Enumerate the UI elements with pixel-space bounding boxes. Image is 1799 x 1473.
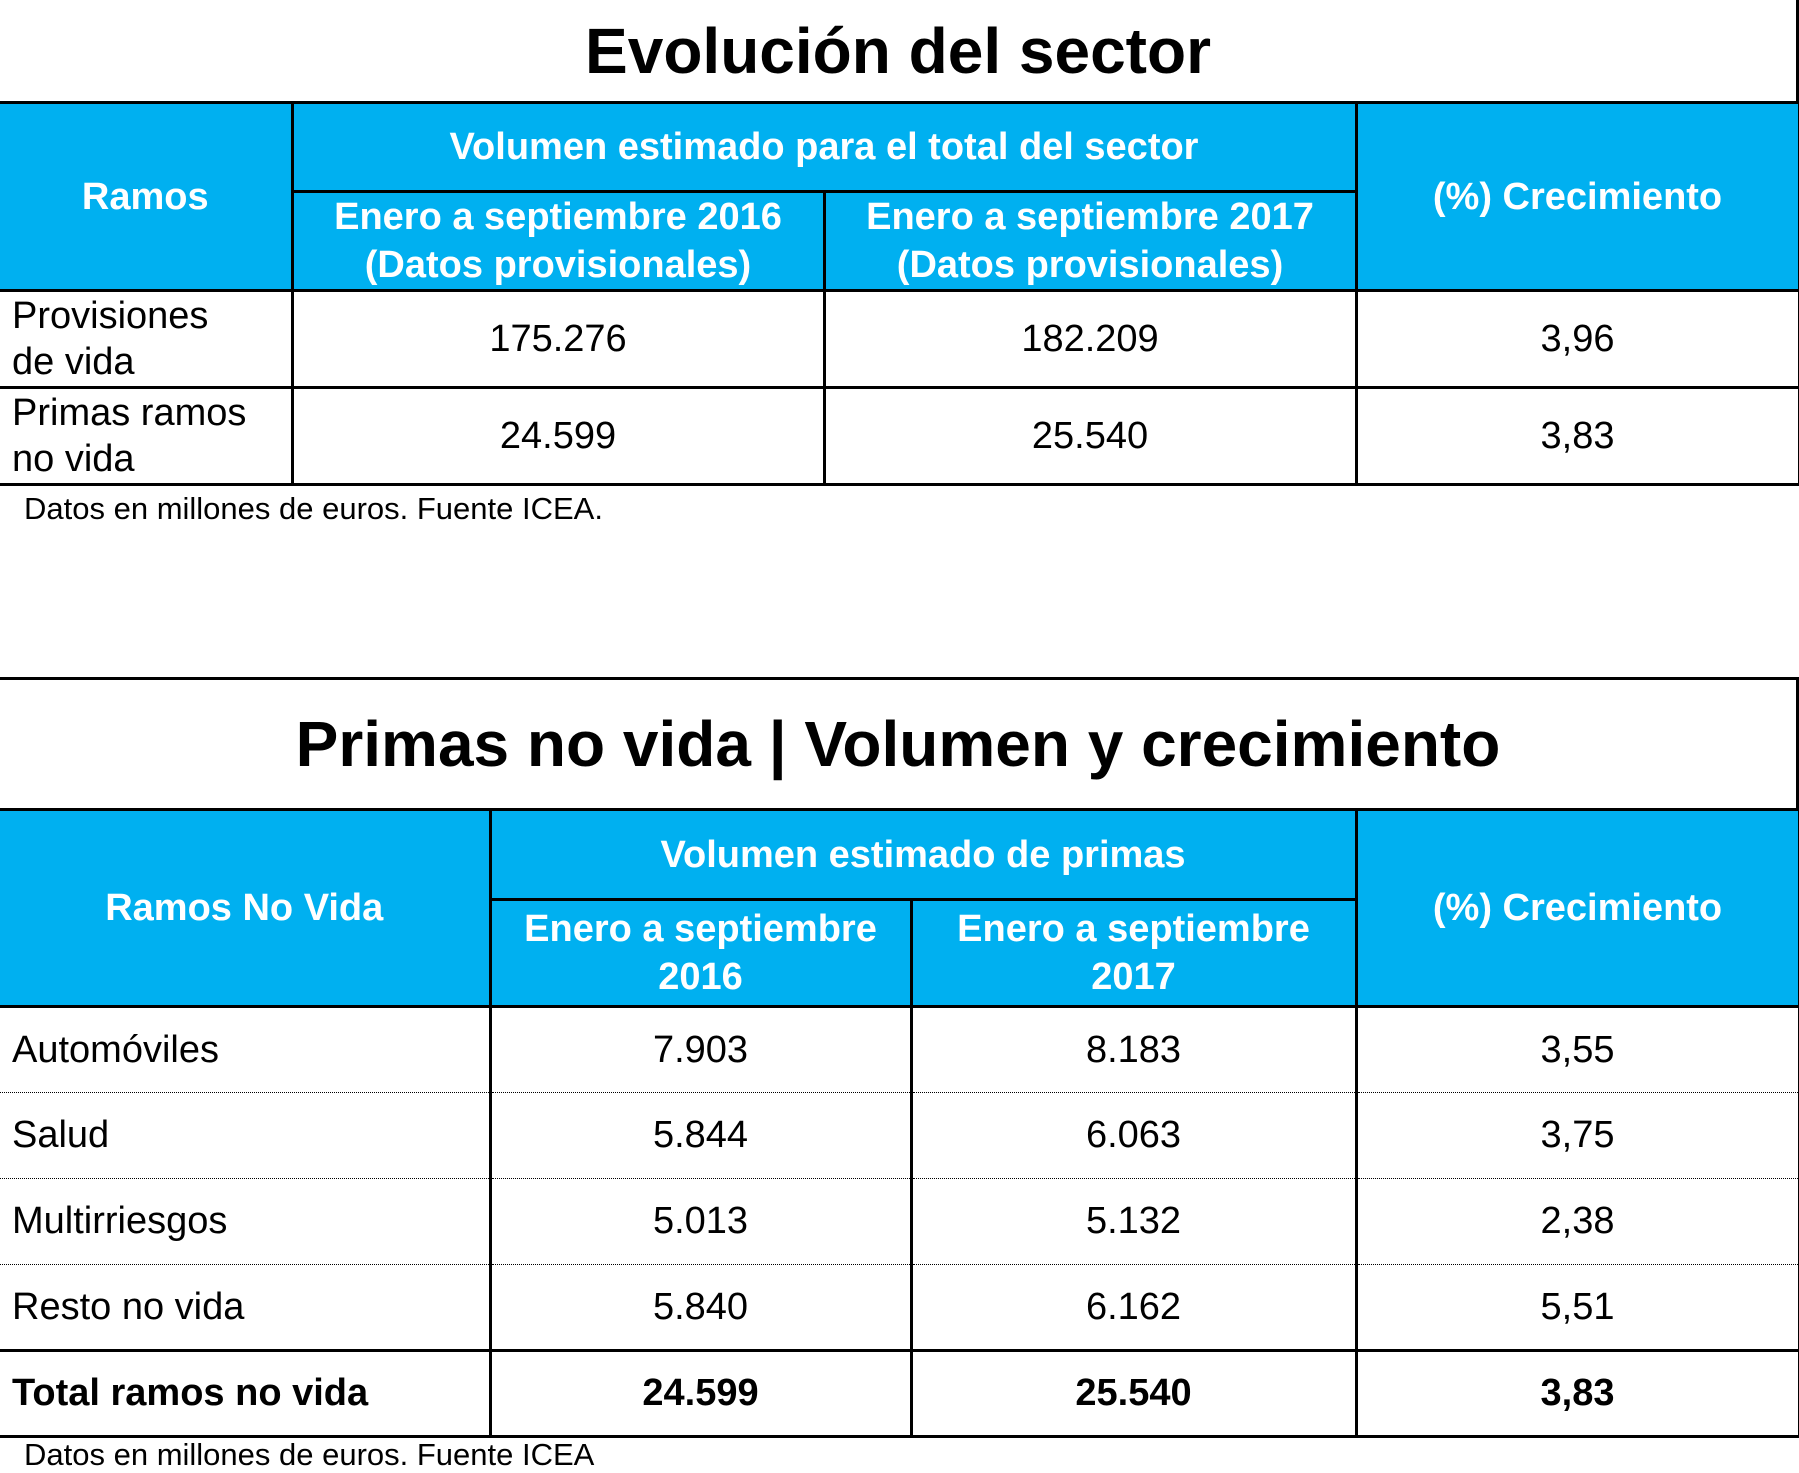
header-2017-line1: Enero a septiembre 2017 xyxy=(866,196,1314,238)
table1-source-note: Datos en millones de euros. Fuente ICEA. xyxy=(24,491,603,526)
row-label-line2: de vida xyxy=(12,341,135,383)
value-2016: 24.599 xyxy=(292,388,824,485)
growth-value: 3,55 xyxy=(1356,1007,1799,1093)
header-2017-line1: Enero a septiembre xyxy=(957,908,1310,950)
value-2017: 6.162 xyxy=(911,1265,1356,1351)
row-label xyxy=(0,388,292,485)
row-label: Multirriesgos xyxy=(0,1179,490,1265)
header-premium-group: Volumen estimado de primas xyxy=(490,810,1356,900)
header-2017-line2: (Datos provisionales) xyxy=(896,244,1284,286)
header-growth: (%) Crecimiento xyxy=(1356,103,1799,291)
header-ramos-no-vida: Ramos No Vida xyxy=(0,810,490,1007)
total-2017: 25.540 xyxy=(911,1351,1356,1437)
table2-source-note: Datos en millones de euros. Fuente ICEA xyxy=(24,1437,595,1472)
row-label: Resto no vida xyxy=(0,1265,490,1351)
growth-value: 3,83 xyxy=(1356,388,1799,485)
value-2016: 7.903 xyxy=(490,1007,911,1093)
sector-evolution-table xyxy=(0,101,1799,486)
header-2017 xyxy=(911,900,1356,1007)
table-row xyxy=(0,388,1799,485)
header-growth: (%) Crecimiento xyxy=(1356,810,1799,1007)
table-row xyxy=(0,291,1799,388)
total-2016: 24.599 xyxy=(490,1351,911,1437)
value-2016: 5.013 xyxy=(490,1179,911,1265)
table-row xyxy=(0,1265,1799,1351)
table-row xyxy=(0,1179,1799,1265)
row-label: Automóviles xyxy=(0,1007,490,1093)
row-label-line1: Primas ramos xyxy=(12,392,247,434)
row-label: Salud xyxy=(0,1093,490,1179)
growth-value: 5,51 xyxy=(1356,1265,1799,1351)
value-2017: 5.132 xyxy=(911,1179,1356,1265)
growth-value: 3,75 xyxy=(1356,1093,1799,1179)
table-row xyxy=(0,1007,1799,1093)
header-2017-line2: 2017 xyxy=(1091,956,1176,998)
total-growth: 3,83 xyxy=(1356,1351,1799,1437)
value-2017: 8.183 xyxy=(911,1007,1356,1093)
value-2017: 6.063 xyxy=(911,1093,1356,1179)
header-2016 xyxy=(292,192,824,291)
header-ramos: Ramos xyxy=(0,103,292,291)
value-2017: 25.540 xyxy=(824,388,1356,485)
header-2016-line2: (Datos provisionales) xyxy=(364,244,752,286)
growth-value: 2,38 xyxy=(1356,1179,1799,1265)
header-2016 xyxy=(490,900,911,1007)
row-label-line2: no vida xyxy=(12,438,135,480)
growth-value: 3,96 xyxy=(1356,291,1799,388)
row-label xyxy=(0,291,292,388)
header-2016-line1: Enero a septiembre 2016 xyxy=(334,196,782,238)
header-2017 xyxy=(824,192,1356,291)
table2-title-box xyxy=(0,677,1799,811)
value-2016: 5.844 xyxy=(490,1093,911,1179)
value-2016: 175.276 xyxy=(292,291,824,388)
non-life-premiums-table xyxy=(0,808,1799,1438)
table1-title-box xyxy=(0,0,1799,104)
header-2016-line1: Enero a septiembre xyxy=(524,908,877,950)
table-row xyxy=(0,1093,1799,1179)
total-row xyxy=(0,1351,1799,1437)
header-volume-group: Volumen estimado para el total del sector xyxy=(292,103,1356,192)
row-label-line1: Provisiones xyxy=(12,295,209,337)
header-2016-line2: 2016 xyxy=(658,956,743,998)
table2-title: Primas no vida | Volumen y crecimiento xyxy=(295,708,1501,780)
value-2016: 5.840 xyxy=(490,1265,911,1351)
table1-title: Evolución del sector xyxy=(585,14,1211,87)
total-label: Total ramos no vida xyxy=(0,1351,490,1437)
value-2017: 182.209 xyxy=(824,291,1356,388)
